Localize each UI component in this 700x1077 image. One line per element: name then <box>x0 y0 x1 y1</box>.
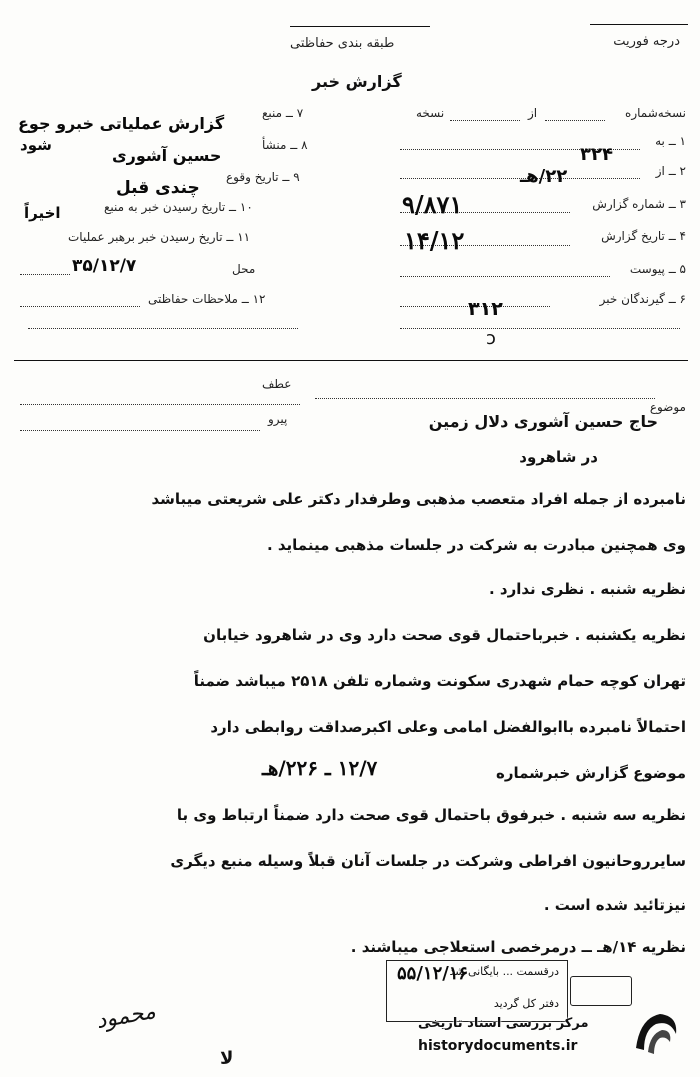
section-separator <box>14 360 688 361</box>
archive-logo-icon <box>630 1008 682 1060</box>
attention-dots <box>20 404 300 405</box>
copy-number-label: نسخه‌شماره <box>625 106 686 120</box>
attention-label: عطف <box>262 377 292 391</box>
body-line-10: سایرروحانیون افراطی وشرکت در جلسات آنان قبلاً وسیله منبع دیگری <box>170 852 686 870</box>
form-title: گزارش خبر <box>312 72 402 91</box>
occurrence-date-value: چندی قبل <box>116 178 200 198</box>
body-line-11: نیزتائید شده است . <box>543 896 686 914</box>
recipients-dots-2 <box>400 328 680 329</box>
origin-label: ۸ ــ منشأ <box>262 138 308 152</box>
recipients-label: ۶ ــ گیرندگان خبر <box>599 292 686 306</box>
place-label: محل <box>232 262 256 276</box>
body-line-7: احتمالاً نامبرده باابوالفضل امامی وعلی اکبرصداقت روابطی دارد <box>210 718 686 736</box>
to-value: ۳۲۴ <box>580 144 613 165</box>
follow-dots <box>20 430 260 431</box>
body-line-12: نظریه ۱۴/هـ ــ درمرخصی استعلاجی میباشند . <box>350 938 686 956</box>
follow-label: پیرو <box>268 412 288 426</box>
classification-rule <box>290 26 430 27</box>
check-mark: ↄ <box>486 328 496 349</box>
signature-mark: ﻻ <box>220 1048 234 1069</box>
report-date-label: ۴ ــ تاریخ گزارش <box>601 229 686 243</box>
body-line-5: نظریه یکشنبه . خبرباحتمال قوی صحت دارد وی در شاهرود خیابان <box>203 626 686 644</box>
registry-stamp <box>386 960 568 1022</box>
body-line-2: نامبرده از جمله افراد متعصب مذهبی وطرفدار دکتر علی شریعتی میباشد <box>151 490 686 508</box>
subject-dots <box>315 398 655 399</box>
security-dots <box>28 328 298 329</box>
security-notes-label: ۱۲ ــ ملاحظات حفاظتی <box>148 292 266 306</box>
source-label: ۷ ــ منبع <box>262 106 304 120</box>
place-value: ۳۵/۱۲/۷ <box>72 256 137 276</box>
classification-label: طبقه بندی حفاظتی <box>290 36 395 51</box>
body-line-6: تهران کوچه حمام شهدری سکونت وشماره تلفن ۲۵۱۸ میباشد ضمناً <box>193 672 686 690</box>
body-line-1: در شاهرود <box>519 448 598 466</box>
urgency-label: درجه فوریت <box>613 34 680 49</box>
stamp-register: دفتر کل گردید <box>493 997 559 1010</box>
to-label: ۱ ــ به <box>655 134 686 148</box>
copy-number-dots <box>545 120 605 121</box>
handwritten-ref-number: ۱۲/۷ ـ ۲۲۶/هـ <box>262 756 378 780</box>
body-line-8: موضوع گزارش خبرشماره <box>495 764 686 782</box>
body-line-9: نظریه سه شنبه . خبرفوق باحتمال قوی صحت دارد ضمناً ارتباط وی با <box>176 806 686 824</box>
signature: محمود <box>94 998 158 1035</box>
watermark-url: historydocuments.ir <box>418 1038 578 1054</box>
urgency-rule <box>590 24 688 25</box>
source-value: گزارش عملیاتی خبرو جوع <box>18 114 225 133</box>
from-value: ۲۲/هـ <box>520 166 568 187</box>
body-line-4: نظریه شنبه . نظری ندارد . <box>489 580 686 598</box>
received-ops-label: ۱۱ ــ تاریخ رسیدن خبر برهبر عملیات <box>68 230 251 244</box>
small-stamp <box>570 976 632 1006</box>
origin-value: حسین آشوری <box>112 146 222 165</box>
security-dots-short <box>20 306 140 307</box>
place-dots <box>20 274 70 275</box>
copy-label: نسخه <box>416 106 445 120</box>
body-line-3: وی همچنین مبادرت به شرکت در جلسات مذهبی مینماید . <box>266 536 686 554</box>
subject-label: موضوع <box>649 400 686 414</box>
occurrence-date-label: ۹ ــ تاریخ وقوع <box>226 170 300 184</box>
report-number-value: ۹/۸۷۱ <box>402 190 463 219</box>
source-value-2: شود <box>20 136 52 154</box>
received-source-value: اخیراً <box>24 204 61 222</box>
attachment-dots <box>400 276 610 277</box>
report-number-label: ۳ ــ شماره گزارش <box>592 197 686 211</box>
report-date-value: ۱۴/۱۲ <box>404 226 465 255</box>
from-label: ۲ ــ از <box>655 164 686 178</box>
attachment-label: ۵ ــ پیوست <box>629 262 686 276</box>
copy-of-label: از <box>528 106 538 120</box>
stamp-date: ۵۵/۱۲/۱۶ <box>397 963 469 984</box>
recipients-value: ۳۱۲ <box>468 298 503 320</box>
stamp-caption: درقسمت ... بایگانی شد <box>449 965 559 978</box>
watermark-org: مرکز بررسی اسناد تاریخی <box>418 1016 589 1031</box>
received-source-label: ۱۰ ــ تاریخ رسیدن خبر به منبع <box>104 200 253 214</box>
subject-value: حاج حسین آشوری دلال زمین <box>428 412 658 431</box>
copy-of-dots <box>450 120 520 121</box>
